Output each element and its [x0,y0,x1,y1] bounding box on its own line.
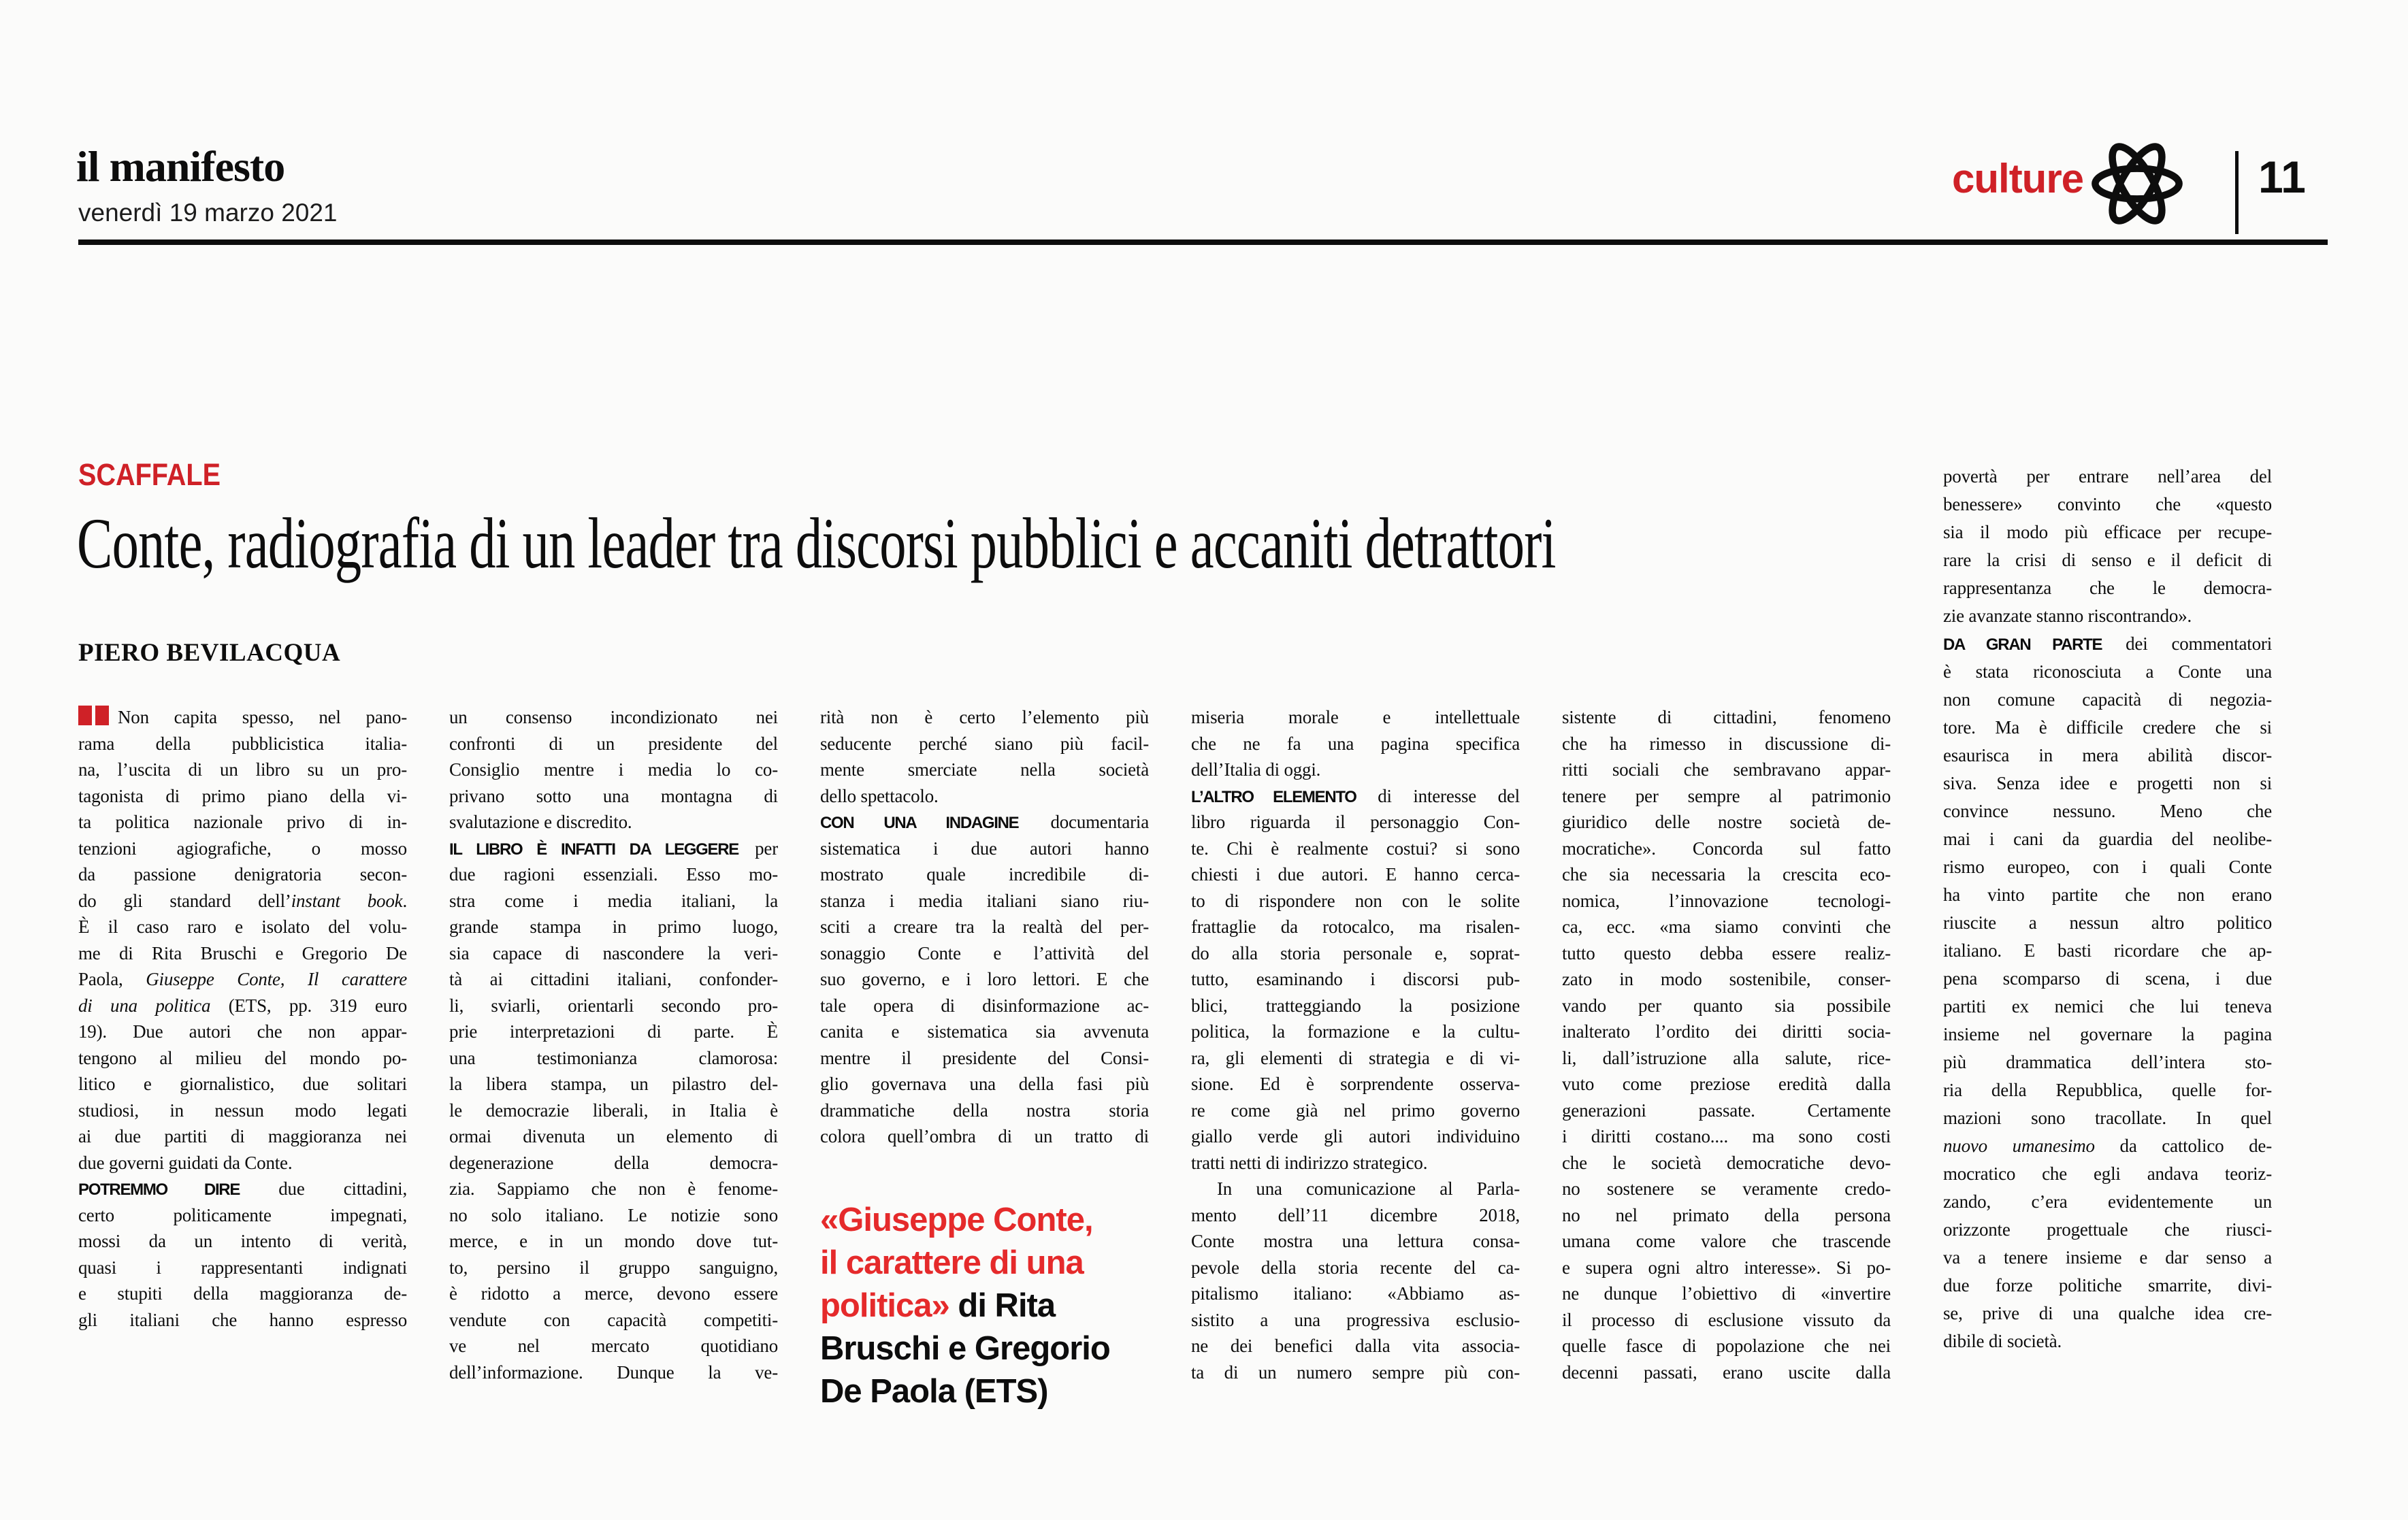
text-line: ra, gli elementi di strategia e di vi- [1191,1047,1520,1068]
text-line: le democrazie liberali, in Italia è [449,1100,778,1121]
text-line: sia capace di nascondere la veri- [449,942,778,963]
text-line: È il caso raro e isolato del volu- [78,916,407,937]
text-line: siva. Senza idee e progetti non si [1943,773,2272,793]
text-line: me di Rita Bruschi e Gregorio De [78,942,407,963]
text-line: convince nessuno. Meno che [1943,801,2272,821]
text-line: orizzonte progettuale che riusci- [1943,1219,2272,1240]
text-line: CON UNA INDAGINE documentaria [820,812,1149,832]
pull-quote-line: politica» di Rita [820,1287,1056,1324]
text-line: confronti di un presidente del [449,733,778,754]
text-line: più drammatica dell’intera sto- [1943,1052,2272,1072]
pull-quote [820,1199,1160,1413]
text-line: L’ALTRO ELEMENTO di interesse del [1191,785,1520,806]
text-line: ormai divenuta un elemento di [449,1126,778,1146]
text-line: chiesti i due autori. E hanno cerca- [1191,864,1520,885]
text-line: tagonista di primo piano della vi- [78,785,407,806]
pull-quote-line: «Giuseppe Conte, [820,1202,1093,1238]
text-line: Consiglio mentre i media lo co- [449,759,778,780]
text-line: li, sviarli, orientarli secondo pro- [449,995,778,1016]
text-line: frattaglie da rotocalco, ma risalen- [1191,916,1520,937]
text-line: ne dunque l’obiettivo di «invertire [1562,1283,1891,1304]
text-line: va a tenere insieme e dar senso a [1943,1247,2272,1268]
text-line: do gli standard dell’instant book. [78,890,407,911]
text-line: insieme nel governare la pagina [1943,1024,2272,1044]
text-line: tenzioni agiografiche, o mosso [78,838,407,859]
text-line: tenere per sempre al patrimonio [1562,785,1891,806]
text-line: mente smerciate nella società [820,759,1149,780]
text-line: esaurisca in mera abilità discor- [1943,745,2272,765]
text-line: no sostenere se veramente credo- [1562,1178,1891,1199]
text-line: decenni passati, erano uscite dalla [1562,1361,1891,1383]
text-line: to di rispondere non con le solite [1191,890,1520,911]
text-line: zie avanzate stanno riscontrando». [1943,606,2192,626]
text-line: zia. Sappiamo che non è fenome- [449,1178,778,1199]
text-line: un consenso incondizionato nei [449,707,778,727]
article-column-2 [449,704,778,1385]
text-line: sonaggio Conte e l’attività del [820,942,1149,963]
text-line: suo governo, e i loro lettori. E che [820,969,1149,989]
text-line: benessere» convinto che «questo [1943,494,2272,514]
text-line: due ragioni essenziali. Esso mo- [449,864,778,885]
text-line: tratti netti di indirizzo strategico. [1191,1152,1428,1173]
text-line: tutto questo debba essere realiz- [1562,942,1891,963]
text-line: svalutazione e discredito. [449,812,632,832]
text-line: dello spettacolo. [820,785,939,806]
text-line: pitalismo italiano: «Abbiamo as- [1191,1283,1520,1304]
text-line: prie interpretazioni di parte. È [449,1021,778,1042]
text-line: glio governava una della fasi più [820,1074,1149,1094]
text-line: Paola, Giuseppe Conte, Il carattere [78,969,407,989]
text-line: DA GRAN PARTE dei commentatori [1943,633,2272,654]
text-line: dibile di società. [1943,1331,2062,1351]
text-line: tore. Ma è difficile credere che si [1943,717,2272,738]
text-line: 19). Due autori che non appar- [78,1021,407,1042]
text-line: blici, tratteggiando la posizione [1191,995,1520,1016]
text-line: do alla storia personale e, soprat- [1191,942,1520,963]
text-line: due forze politiche smarrite, divi- [1943,1275,2272,1295]
paragraph-marker-icon [78,706,109,733]
text-line: dell’informazione. Dunque la ve- [449,1361,778,1383]
text-line: tutto, esaminando i discorsi pub- [1191,969,1520,989]
atom-icon [2089,136,2185,231]
text-line: mentre il presidente del Consi- [820,1047,1149,1068]
text-line: partiti ex nemici che lui teneva [1943,996,2272,1017]
text-line: sia il modo più efficace per recupe- [1943,522,2272,542]
text-line: mazioni sono tracollate. In quel [1943,1108,2272,1128]
article-column-6 [1943,463,2272,1355]
text-line: umana come valore che trascende [1562,1231,1891,1251]
text-line: libro riguarda il personaggio Con- [1191,812,1520,832]
text-line: sistito a una progressiva esclusio- [1191,1309,1520,1330]
article-column-1 [78,704,407,1385]
text-line: pena scomparso di scena, i due [1943,968,2272,989]
text-line: riuscite a nessun altro politico [1943,912,2272,933]
header-rule [78,239,2328,245]
text-line: sione. Ed è sorprendente osserva- [1191,1074,1520,1094]
text-line: pevole della storia recente del ca- [1191,1257,1520,1278]
issue-date: venerdì 19 marzo 2021 [78,199,338,227]
text-line: vando per quanto sia possibile [1562,995,1891,1016]
text-line: zando, c’era evidentemente un [1943,1191,2272,1212]
text-line: il processo di esclusione vissuto da [1562,1309,1891,1330]
text-line: ve nel mercato quotidiano [449,1336,778,1356]
text-line: generazioni passate. Certamente [1562,1100,1891,1121]
text-line: ha vinto partite che non erano [1943,885,2272,905]
text-line: tale opera di disinformazione ac- [820,995,1149,1016]
text-line: ta politica nazionale privo di in- [78,812,407,832]
text-line: rappresentanza che le democra- [1943,578,2272,598]
pull-quote-line: il carattere di una [820,1244,1084,1281]
text-line: merce, e in un mondo dove tut- [449,1231,778,1251]
text-line: IL LIBRO È INFATTI DA LEGGERE per [449,838,779,859]
text-line: due governi guidati da Conte. [78,1152,293,1173]
text-line: gli italiani che hanno espresso [78,1309,407,1330]
text-line: rismo europeo, con i quali Conte [1943,857,2272,877]
text-line: sistematica i due autori hanno [820,838,1149,859]
text-line: italiano. E basti ricordare che ap- [1943,940,2272,961]
text-line: certo politicamente impegnati, [78,1204,407,1225]
text-line: studiosi, in nessun modo legati [78,1100,407,1121]
text-line: canita e sistematica sia avvenuta [820,1021,1149,1042]
text-line: da passione denigratoria secon- [78,864,407,885]
text-line: mai i cani da guardia del neolibe- [1943,829,2272,849]
text-line: e stupiti della maggioranza de- [78,1283,407,1304]
text-line: giallo verde gli autori individuino [1191,1126,1520,1146]
masthead-logo: il manifesto [76,142,285,191]
text-line: quasi i rappresentanti indignati [78,1257,407,1278]
text-line: no nel primato della persona [1562,1204,1891,1225]
text-line: sciti a creare tra la realtà del per- [820,916,1149,937]
text-line: ca, ecc. «ma siamo convinti che [1562,916,1891,937]
header-divider [2235,151,2239,234]
text-line: POTREMMO DIRE due cittadini, [78,1178,408,1199]
text-line: colora quell’ombra di un tratto di [820,1126,1149,1146]
text-line: zato in modo sostenibile, conser- [1562,969,1891,989]
text-line: tà ai cittadini italiani, confonder- [449,969,778,989]
text-line: ritti sociali che sembravano appar- [1562,759,1891,780]
article-column-5 [1562,704,1891,1385]
text-line: inalterato l’ordito dei diritti socia- [1562,1021,1891,1042]
text-line: non comune capacità di negozia- [1943,689,2272,710]
text-line: sistente di cittadini, fenomeno [1562,707,1891,727]
text-line: te. Chi è realmente costui? si sono [1191,838,1520,859]
text-line: è ridotto a merce, devono essere [449,1283,778,1304]
text-line: e supera ogni altro interesse». Si po- [1562,1257,1891,1278]
text-line: se, prive di una qualche idea cre- [1943,1303,2272,1323]
text-line: nomica, l’innovazione tecnologi- [1562,890,1891,911]
headline: Conte, radiografia di un leader tra discorsi pubblici e accaniti detrattori [77,503,1556,583]
text-line: miseria morale e intellettuale [1191,707,1520,727]
text-line: vuto come preziose eredità dalla [1562,1074,1891,1094]
text-line: no solo italiano. Le notizie sono [449,1204,778,1225]
text-line: giuridico delle nostre società de- [1562,812,1891,832]
text-line: In una comunicazione al Parla- [1217,1178,1520,1199]
text-line: ria della Repubblica, quelle for- [1943,1080,2272,1100]
text-line: stra come i media italiani, la [449,890,778,911]
text-line: i diritti costano.... ma sono costi [1562,1126,1891,1146]
text-line: povertà per entrare nell’area del [1943,466,2272,486]
text-line: che ne fa una pagina specifica [1191,733,1520,754]
text-line: rare la crisi di senso e il deficit di [1943,550,2272,570]
text-line: politica, la formazione e la cultu- [1191,1021,1520,1042]
text-line: ne dei benefici dalla vita associa- [1191,1336,1520,1356]
text-line: di una politica (ETS, pp. 319 euro [78,995,408,1016]
text-line: to, persino il gruppo sanguigno, [449,1257,778,1278]
text-line: mostrato quale incredibile di- [820,864,1149,885]
text-line: che sia necessaria la crescita eco- [1562,864,1891,885]
text-line: rità non è certo l’elemento più [820,707,1149,727]
text-line: grande stampa in primo luogo, [449,916,778,937]
text-line: rama della pubblicistica italia- [78,733,407,754]
text-line: li, dall’istruzione alla salute, rice- [1562,1047,1891,1068]
text-line: Non capita spesso, nel pano- [78,704,407,731]
text-line: mocratiche». Concorda sul fatto [1562,838,1891,859]
text-line: degenerazione della democra- [449,1152,778,1173]
section-label: culture [1952,156,2084,201]
text-line: mocratico che egli andava teoriz- [1943,1163,2272,1184]
text-line: re come già nel primo governo [1191,1100,1520,1121]
text-line: che ha rimesso in discussione di- [1562,733,1891,754]
text-line: ai due partiti di maggioranza nei [78,1126,407,1146]
text-line: mento dell’11 dicembre 2018, [1191,1204,1520,1225]
text-line: stanza i media italiani siano riu- [820,890,1149,911]
text-line: quelle fasce di popolazione che nei [1562,1336,1891,1356]
text-line: nuovo umanesimo da cattolico de- [1943,1136,2272,1156]
text-line: che le società democratiche devo- [1562,1152,1891,1173]
text-line: litico e giornalistico, due solitari [78,1074,407,1094]
kicker: SCAFFALE [78,457,221,492]
text-line: ta di un numero sempre più con- [1191,1361,1520,1383]
text-line: la libera stampa, un pilastro del- [449,1074,778,1094]
pull-quote-line: Bruschi e Gregorio [820,1330,1110,1367]
byline: PIERO BEVILACQUA [78,639,341,667]
text-line: dell’Italia di oggi. [1191,759,1321,780]
text-line: Conte mostra una lettura consa- [1191,1231,1520,1251]
page-number: 11 [2258,152,2306,202]
text-line: drammatiche della nostra storia [820,1100,1149,1121]
text-line: è stata riconosciuta a Conte una [1943,661,2272,682]
text-line: seducente perché siano più facil- [820,733,1149,754]
article-column-4 [1191,704,1520,1385]
text-line: vendute con capacità competiti- [449,1309,778,1330]
text-line: una testimonianza clamorosa: [449,1047,778,1068]
text-line: na, l’uscita di un libro su un pro- [78,759,407,780]
text-line: tengono al milieu del mondo po- [78,1047,407,1068]
text-line: mossi da un intento di verità, [78,1231,407,1251]
pull-quote-line: De Paola (ETS) [820,1373,1048,1410]
text-line: privano sotto una montagna di [449,785,778,806]
